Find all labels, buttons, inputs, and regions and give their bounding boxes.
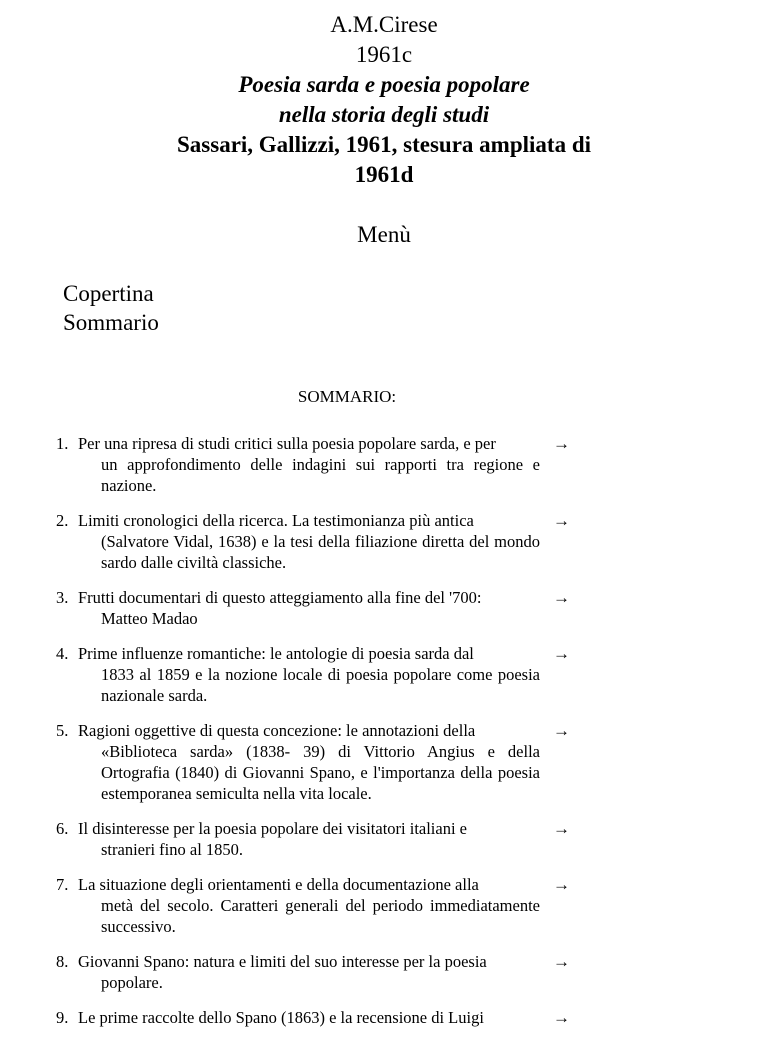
toc-item — [56, 720, 586, 804]
arrow-right-icon[interactable]: → — [553, 588, 570, 607]
toc-item-first-line: Frutti documentari di questo atteggiamento alla fine del '700: — [78, 588, 482, 607]
toc-item-continuation: 1833 al 1859 e la nozione locale di poesia popolare come poesia nazionale sarda. — [101, 665, 540, 705]
toc-item-number: 6. — [56, 819, 69, 838]
toc-item — [56, 643, 586, 706]
toc-item-number: 2. — [56, 511, 69, 530]
toc-item-first-line: Le prime raccolte dello Spano (1863) e la recensione di Luigi — [78, 1008, 484, 1027]
toc-item — [56, 433, 586, 496]
table-of-contents — [56, 433, 586, 1042]
toc-item-continuation: metà del secolo. Caratteri generali del periodo immediatamente successivo. — [101, 896, 540, 936]
toc-item-number: 4. — [56, 644, 69, 663]
toc-item — [56, 510, 586, 573]
arrow-right-icon[interactable]: → — [553, 875, 570, 894]
document-header — [0, 10, 768, 190]
toc-item-continuation: «Biblioteca sarda» (1838- 39) di Vittorio Angius e della Ortografia (1840) di Giovanni Spano, e l'importanza della poesia estemporanea semiculta nella vita locale. — [101, 742, 540, 803]
menu-links — [63, 279, 159, 337]
arrow-right-icon[interactable]: → — [553, 1008, 570, 1027]
arrow-right-icon[interactable]: → — [553, 434, 570, 453]
toc-item-number: 3. — [56, 588, 69, 607]
menu-title: Menù — [357, 222, 411, 247]
toc-item-text — [78, 818, 540, 860]
sommario-heading: SOMMARIO: — [297, 387, 397, 406]
toc-item-continuation: stranieri fino al 1850. — [101, 840, 244, 859]
toc-item-first-line: Il disinteresse per la poesia popolare dei visitatori italiani e — [78, 819, 467, 838]
toc-item — [56, 587, 586, 629]
author-name: A.M.Cirese — [330, 12, 438, 37]
toc-item-first-line: Per una ripresa di studi critici sulla poesia popolare sarda, e per — [78, 434, 496, 453]
arrow-right-icon[interactable]: → — [553, 511, 570, 530]
document-code: 1961c — [355, 42, 413, 67]
toc-item-number: 8. — [56, 952, 69, 971]
toc-item-number: 7. — [56, 875, 69, 894]
toc-item-text — [78, 874, 540, 937]
title-line-1: Poesia sarda e poesia popolare — [238, 72, 530, 97]
menu-link-sommario[interactable]: Sommario — [63, 310, 159, 335]
toc-item-text — [78, 1007, 540, 1028]
toc-item-first-line: Prime influenze romantiche: le antologie di poesia sarda dal — [78, 644, 474, 663]
arrow-right-icon[interactable]: → — [553, 644, 570, 663]
toc-item-text — [78, 720, 540, 804]
toc-item — [56, 818, 586, 860]
toc-item-text — [78, 433, 540, 496]
arrow-right-icon[interactable]: → — [553, 819, 570, 838]
toc-item-number: 5. — [56, 721, 69, 740]
toc-item-text — [78, 587, 540, 629]
toc-item-continuation: popolare. — [101, 973, 163, 992]
toc-item-text — [78, 951, 540, 993]
publication-line-1: Sassari, Gallizzi, 1961, stesura ampliata di — [177, 132, 591, 157]
toc-item-first-line: Giovanni Spano: natura e limiti del suo interesse per la poesia — [78, 952, 487, 971]
arrow-right-icon[interactable]: → — [553, 721, 570, 740]
toc-item — [56, 951, 586, 993]
toc-item — [56, 1007, 586, 1028]
arrow-right-icon[interactable]: → — [553, 952, 570, 971]
toc-item-continuation: Matteo Madao — [101, 609, 198, 628]
toc-item-text — [78, 510, 540, 573]
toc-item-first-line: La situazione degli orientamenti e della documentazione alla — [78, 875, 479, 894]
toc-item-text — [78, 643, 540, 706]
toc-item-first-line: Ragioni oggettive di questa concezione: le annotazioni della — [78, 721, 476, 740]
toc-item — [56, 874, 586, 937]
menu-link-copertina[interactable]: Copertina — [63, 281, 154, 306]
toc-item-continuation: (Salvatore Vidal, 1638) e la tesi della filiazione diretta del mondo sardo dalle civiltà classiche. — [101, 532, 540, 572]
publication-line-2: 1961d — [354, 162, 414, 187]
toc-item-continuation: un approfondimento delle indagini sui rapporti tra regione e nazione. — [101, 455, 540, 495]
toc-item-number: 9. — [56, 1008, 69, 1027]
toc-item-number: 1. — [56, 434, 69, 453]
toc-item-first-line: Limiti cronologici della ricerca. La testimonianza più antica — [78, 511, 474, 530]
title-line-2: nella storia degli studi — [278, 102, 490, 127]
